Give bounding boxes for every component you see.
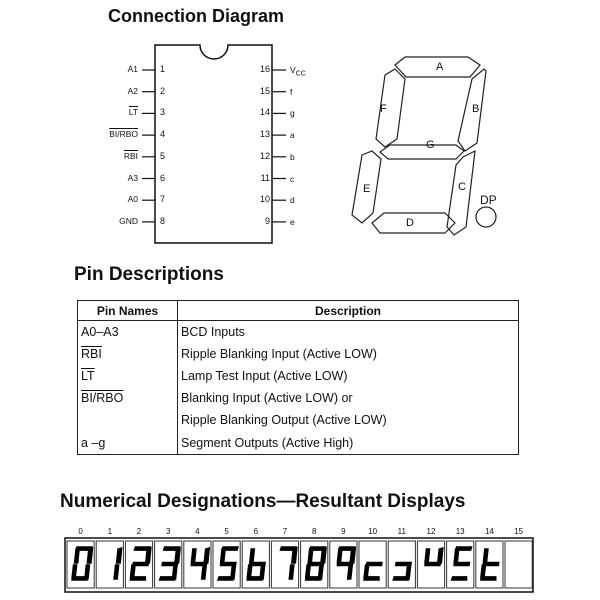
column-header-description: Description: [178, 301, 519, 321]
pin-number: 1: [160, 64, 166, 74]
pin-label: [290, 130, 295, 140]
digit-segment-g: [162, 562, 178, 565]
pin-description: Segment Outputs (Active High): [178, 431, 519, 455]
display-strip-drawing: [64, 537, 534, 593]
pin-name: $\overline{RBI}$: [81, 347, 102, 361]
pin-description: BCD Inputs: [178, 321, 519, 344]
seven-segment-drawing: [350, 55, 500, 245]
digit-segment-c: [348, 565, 353, 579]
pin-number: 15: [259, 85, 270, 96]
designation-number: 13: [455, 527, 465, 536]
pin-label-text: b: [290, 151, 295, 162]
designation-number: 3: [165, 527, 171, 536]
display-digit-cell: [505, 541, 532, 588]
pin-name: A0–A3: [81, 325, 119, 339]
digit-segment-g: [250, 562, 266, 565]
segment-label-a: A: [436, 61, 444, 73]
pin-number: 5: [160, 150, 166, 161]
pin-name-cell: [78, 431, 178, 455]
pin-label: A0: [127, 194, 138, 205]
seven-segment-diagram: [350, 55, 500, 245]
connection-diagram-title: Connection Diagram: [108, 6, 285, 26]
designation-number: 7: [282, 527, 288, 536]
designation-number: 12: [426, 527, 436, 536]
pin-label-text: c: [290, 173, 295, 184]
digit-segment-d: [393, 577, 408, 580]
segment-label-f: F: [380, 103, 387, 115]
digit-segment-f: [75, 549, 80, 563]
segment-label-b: B: [472, 103, 480, 115]
pin-label-subscript: CC: [295, 70, 306, 78]
digit-segment-g: [367, 562, 383, 565]
pin-description: Ripple Blanking Output (Active LOW): [178, 409, 519, 431]
pin-label-text: V: [290, 65, 296, 75]
digit-segment-c: [114, 565, 119, 579]
pin-number: 4: [160, 129, 166, 140]
table-row: [78, 343, 519, 365]
designation-number: 2: [136, 527, 142, 536]
digit-segment-f: [308, 549, 313, 563]
pin-label-text: g: [290, 108, 295, 119]
digit-segment-e: [72, 565, 77, 578]
digit-segment-g: [425, 562, 441, 565]
digit-segment-e: [130, 565, 135, 578]
digit-segment-c: [202, 565, 207, 579]
pin-label: [290, 87, 292, 97]
digit-segment-b: [117, 548, 122, 563]
designation-number: 15: [514, 527, 524, 536]
digit-segment-b: [146, 548, 151, 563]
pin-label-text: e: [290, 216, 295, 227]
pin-number: 9: [264, 215, 270, 226]
pin-description: Lamp Test Input (Active LOW): [178, 365, 519, 387]
segment-c: [447, 151, 475, 235]
digit-segment-g: [221, 562, 237, 565]
digit-segment-b: [175, 548, 180, 563]
table-row: [78, 387, 519, 409]
decimal-point: [476, 207, 496, 227]
digit-segment-g: [191, 562, 207, 565]
digit-segment-f: [221, 549, 226, 563]
digit-segment-f: [483, 549, 488, 563]
pin-label: A3: [127, 172, 138, 183]
digit-segment-b: [204, 548, 209, 563]
pin-label-text: a: [290, 130, 295, 141]
table-row: [78, 409, 519, 431]
digit-segment-e: [247, 565, 252, 578]
pin-number: 7: [160, 194, 166, 205]
table-header-row: [78, 301, 519, 321]
segment-label-d: D: [406, 217, 414, 229]
digit-segment-f: [337, 549, 342, 563]
pin-label: BI/RBO: [109, 129, 138, 140]
digit-segment-f: [425, 549, 430, 563]
digit-segment-e: [481, 565, 486, 578]
digit-segment-b: [438, 548, 443, 563]
column-header-pin-names: Pin Names: [78, 301, 178, 321]
pin-label: [290, 174, 294, 184]
pin-descriptions-title: Pin Descriptions: [74, 264, 224, 285]
digit-segment-b: [350, 548, 355, 563]
designation-number: 6: [253, 527, 259, 536]
pin-number: 14: [259, 107, 270, 118]
designation-number: 5: [224, 527, 229, 536]
designation-number: 8: [311, 527, 317, 536]
designation-number: 11: [397, 527, 406, 536]
pin-label-text: d: [290, 195, 295, 206]
segment-g: [380, 145, 464, 159]
pin-description: Ripple Blanking Input (Active LOW): [178, 343, 519, 365]
pin-label: [290, 217, 295, 227]
pin-label: [290, 108, 295, 118]
designation-number: 0: [78, 527, 83, 536]
pin-description: Blanking Input (Active LOW) or: [178, 387, 519, 409]
digit-segment-c: [289, 565, 294, 579]
designation-number: 10: [368, 527, 378, 536]
pin-label: [290, 152, 295, 162]
designation-number: 14: [484, 527, 494, 536]
pin-label: A1: [127, 64, 138, 74]
digit-segment-f: [454, 549, 459, 563]
digit-segment-g: [454, 562, 470, 565]
pin-name-cell: [78, 409, 178, 431]
digit-segment-g: [396, 562, 412, 565]
segment-label-e: E: [363, 183, 371, 195]
pin-label: [290, 195, 295, 205]
pin-label: [290, 65, 306, 78]
pin-name: BI/RBO: [81, 391, 124, 405]
pin-number: 12: [259, 150, 270, 161]
pin-label: $\overline{RBI}$: [123, 150, 138, 161]
designation-number: 9: [341, 527, 346, 536]
numerical-designations-title: Numerical Designations—Resultant Displays: [60, 491, 466, 512]
digit-segment-b: [87, 548, 92, 563]
pin-number: 8: [160, 215, 166, 226]
digit-segment-d: [452, 577, 467, 580]
digit-segment-g: [308, 562, 324, 565]
pin-label: GND: [119, 215, 138, 226]
pin-name-cell: [78, 321, 178, 344]
digit-segment-g: [483, 562, 499, 565]
digit-segment-f: [191, 549, 196, 563]
pin-name-cell: [78, 343, 178, 365]
pin-name-cell: [78, 387, 178, 409]
display-strip: [64, 537, 534, 593]
pin-label: $\overline{LT}$: [128, 107, 138, 118]
digit-segment-e: [306, 565, 311, 578]
pin-number: 13: [259, 129, 270, 140]
digit-segment-e: [364, 565, 369, 578]
pin-label-text: f: [290, 86, 293, 97]
digit-segment-d: [218, 577, 233, 580]
digit-segment-b: [292, 548, 297, 563]
pin-number: 3: [160, 107, 166, 118]
pin-number: 16: [259, 64, 270, 74]
table-row: [78, 431, 519, 455]
digit-segment-f: [250, 549, 255, 563]
dp-label: DP: [480, 193, 497, 207]
pin-number: 2: [160, 85, 166, 96]
pin-number: 11: [260, 172, 270, 183]
pin-number: 10: [259, 194, 270, 205]
pin-name-cell: [78, 365, 178, 387]
pin-name: a –g: [81, 435, 106, 450]
pin-number: 6: [160, 172, 166, 183]
segment-label-c: C: [458, 181, 466, 193]
digit-segment-b: [321, 548, 326, 563]
table-row: [78, 365, 519, 387]
pin-label: A2: [127, 85, 138, 96]
digit-segment-d: [160, 577, 175, 580]
pin-descriptions-table: [77, 300, 519, 455]
digit-segment-g: [133, 562, 149, 565]
designation-number: 4: [195, 527, 200, 536]
digit-segment-g: [337, 562, 353, 565]
table-row: [78, 321, 519, 344]
designation-number: 1: [107, 527, 113, 536]
pin-name: $\overline{LT}$: [81, 369, 95, 383]
segment-label-g: G: [426, 139, 435, 151]
